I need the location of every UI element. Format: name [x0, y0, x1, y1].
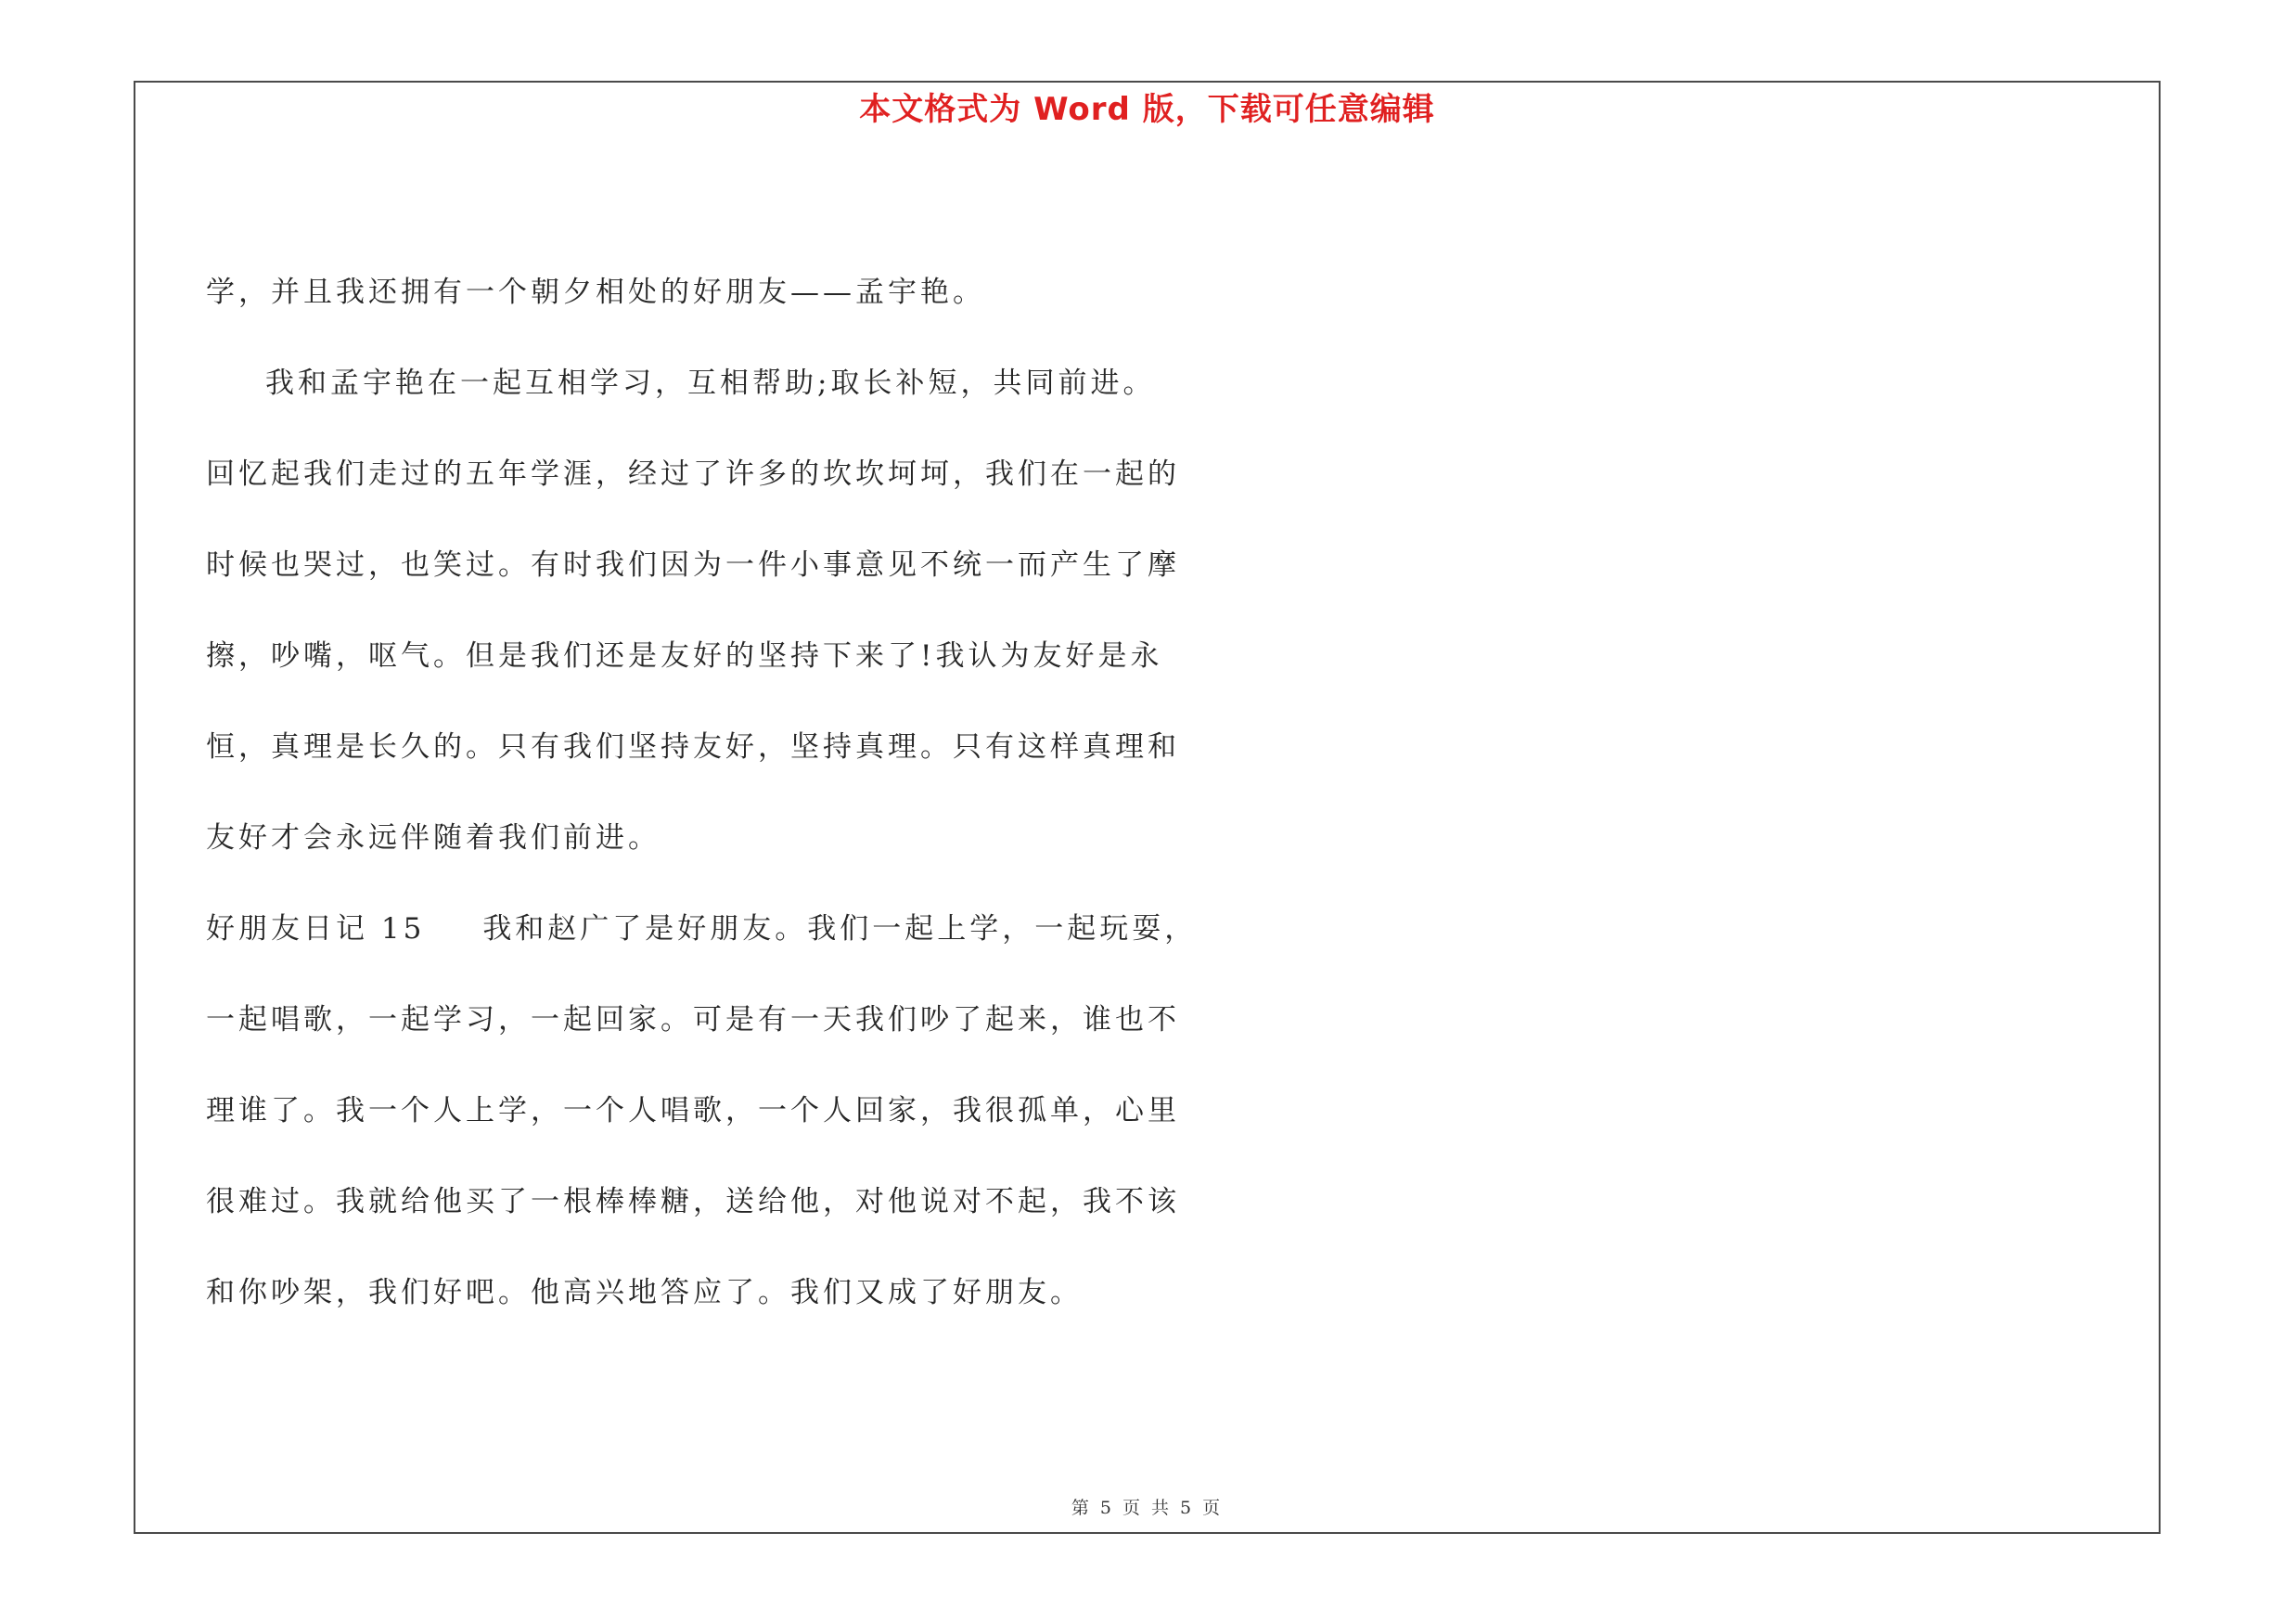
document-page: [134, 81, 2161, 1534]
entry-title: 好朋友日记 15: [206, 912, 426, 946]
entry-first-line: 我和赵广了是好朋友。我们一起上学，一起玩耍，: [482, 912, 1198, 946]
paragraph-line: 回忆起我们走过的五年学涯，经过了许多的坎坎坷坷，我们在一起的: [206, 457, 1180, 491]
paragraph-line: 我和孟宇艳在一起互相学习，互相帮助;取长补短，共同前进。: [265, 367, 1156, 400]
page-number-footer: 第 5 页 共 5 页: [1071, 1498, 1224, 1518]
paragraph-line: 学，并且我还拥有一个朝夕相处的好朋友——孟宇艳。: [206, 276, 985, 309]
entry-line: 一起唱歌，一起学习，一起回家。可是有一天我们吵了起来，谁也不: [206, 1003, 1180, 1037]
paragraph-line: 友好才会永远伴随着我们前进。: [206, 821, 661, 855]
header-banner: 本文格式为 Word 版，下载可任意编辑: [859, 91, 1435, 128]
paragraph-line: 恒，真理是长久的。只有我们坚持友好，坚持真理。只有这样真理和: [206, 730, 1180, 764]
entry-line: 很难过。我就给他买了一根棒棒糖，送给他，对他说对不起，我不该: [206, 1185, 1180, 1218]
entry-line: 和你吵架，我们好吧。他高兴地答应了。我们又成了好朋友。: [206, 1276, 1083, 1309]
paragraph-line: 时候也哭过，也笑过。有时我们因为一件小事意见不统一而产生了摩: [206, 548, 1180, 582]
entry-heading-line: [206, 910, 1197, 947]
paragraph-line: 擦，吵嘴，呕气。但是我们还是友好的坚持下来了!我认为友好是永: [206, 639, 1163, 673]
entry-line: 理谁了。我一个人上学，一个人唱歌，一个人回家，我很孤单，心里: [206, 1094, 1180, 1127]
